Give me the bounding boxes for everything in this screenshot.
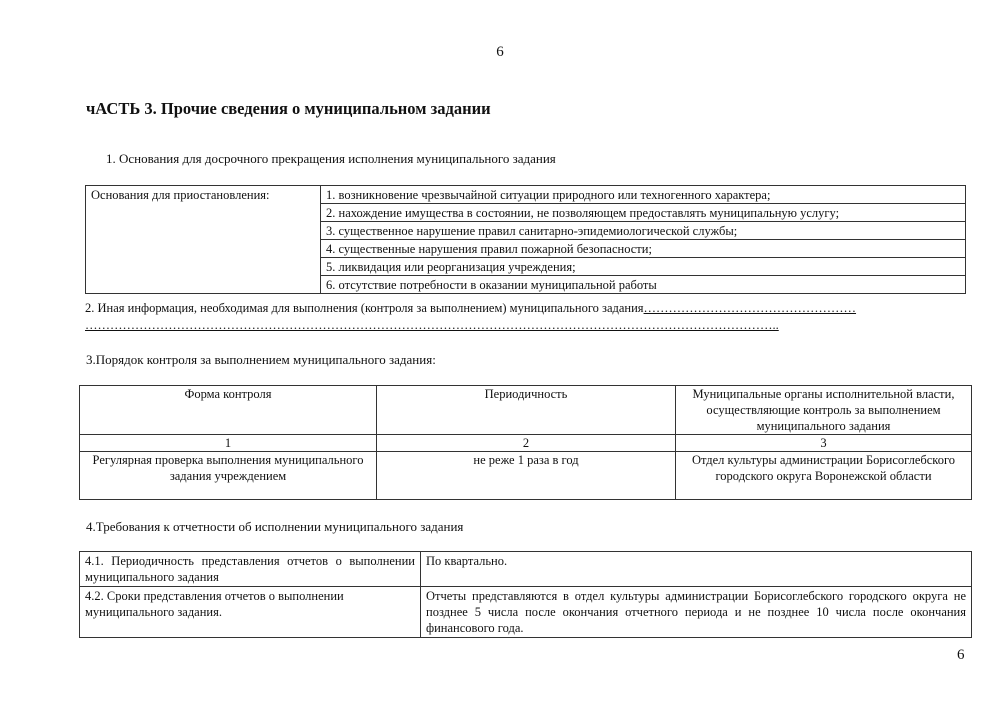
control-authority-value: Отдел культуры администрации Борисоглебского городского округа Воронежской области <box>676 452 972 500</box>
reporting-deadline-value: Отчеты представляются в отдел культуры администрации Борисоглебского городского округа не позднее 5 числа после окончания отчетного периода и не позднее 10 числа после окончания финансового года. <box>421 587 972 638</box>
control-header-form: Форма контроля <box>80 386 377 435</box>
section3-heading: 3.Порядок контроля за выполнением муниципального задания: <box>86 352 436 367</box>
control-col-number-2: 2 <box>377 435 676 452</box>
reason-5: 5. ликвидация или реорганизация учреждения; <box>321 258 966 276</box>
control-table <box>79 385 972 500</box>
page-number-bottom: 6 <box>957 647 965 663</box>
reason-2: 2. нахождение имущества в состоянии, не позволяющем предоставлять муниципальную услугу; <box>321 204 966 222</box>
page-number-top: 6 <box>496 44 504 60</box>
reporting-deadline-label: 4.2. Сроки представления отчетов о выполнении муниципального задания. <box>80 587 421 638</box>
reporting-table <box>79 551 972 638</box>
reporting-frequency-value: По квартально. <box>421 552 972 587</box>
control-col-number-3: 3 <box>676 435 972 452</box>
reason-4: 4. существенные нарушения правил пожарной безопасности; <box>321 240 966 258</box>
control-periodicity-value: не реже 1 раза в год <box>377 452 676 500</box>
termination-grounds-table <box>85 185 966 294</box>
part-title: чАСТЬ 3. Прочие сведения о муниципальном задании <box>86 99 491 118</box>
control-header-authorities: Муниципальные органы исполнительной власти, осуществляющие контроль за выполнением муниципального задания <box>676 386 972 435</box>
section1-heading: 1. Основания для досрочного прекращения исполнения муниципального задания <box>106 151 556 166</box>
control-col-number-1: 1 <box>80 435 377 452</box>
section4-heading: 4.Требования к отчетности об исполнении муниципального задания <box>86 519 464 534</box>
other-info-text: 2. Иная информация, необходимая для выполнения (контроля за выполнением) муниципального задания <box>85 301 644 315</box>
control-form-value: Регулярная проверка выполнения муниципального задания учреждением <box>80 452 377 500</box>
other-info-dots-2: ………………………………………………………………………………………………………………………………………………….. <box>85 318 779 332</box>
reporting-frequency-label: 4.1. Периодичность представления отчетов о выполнении муниципального задания <box>80 552 421 587</box>
other-info-block <box>85 300 965 334</box>
other-info-dots-1: …………………………………………… <box>643 301 857 315</box>
reason-6: 6. отсутствие потребности в оказании муниципальной работы <box>321 276 966 294</box>
control-header-periodicity: Периодичность <box>377 386 676 435</box>
grounds-label: Основания для приостановления: <box>86 186 321 294</box>
reason-1: 1. возникновение чрезвычайной ситуации природного или техногенного характера; <box>321 186 966 204</box>
reason-3: 3. существенное нарушение правил санитарно-эпидемиологической службы; <box>321 222 966 240</box>
